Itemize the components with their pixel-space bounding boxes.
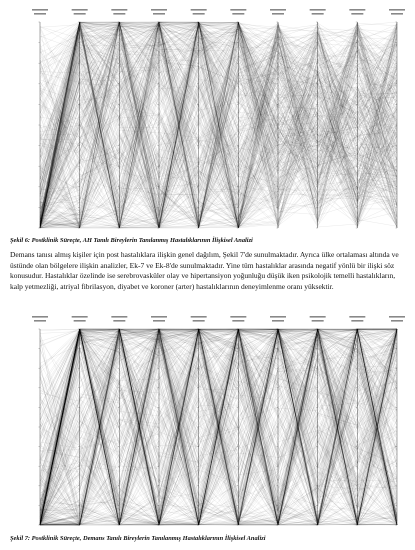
axis-header-mark xyxy=(310,316,326,318)
axis-header-mark xyxy=(191,9,207,11)
axis-header-mark xyxy=(270,9,286,11)
axis-header-mark xyxy=(230,9,246,11)
axis-header-mark xyxy=(349,316,365,318)
axis-header-mark xyxy=(312,320,324,322)
axis-header-mark xyxy=(111,9,127,11)
axis-header-mark xyxy=(270,316,286,318)
axis-header-mark xyxy=(151,316,167,318)
figure-7-plot xyxy=(10,313,405,531)
axis-header-mark xyxy=(351,13,363,15)
figure-6-parallel-coordinates xyxy=(10,6,405,234)
axis-header-mark xyxy=(391,13,403,15)
axis-header-mark xyxy=(111,316,127,318)
polyline-bundle xyxy=(40,329,397,525)
axis-header-mark xyxy=(113,13,125,15)
axis-header-mark xyxy=(153,320,165,322)
axis-header-mark xyxy=(391,320,403,322)
axis-header-mark xyxy=(349,9,365,11)
axis-header-mark xyxy=(34,320,46,322)
axis-header-mark xyxy=(230,316,246,318)
axis-header-mark xyxy=(191,316,207,318)
axis-header-mark xyxy=(113,320,125,322)
axis-header-mark xyxy=(74,320,86,322)
axis-header-mark xyxy=(74,13,86,15)
figure-6-caption: Şekil 6: Postklinik Süreçte, AH Tanılı Bireylerin Tanılanmış Hastalıklarının İlişkisel Analizi xyxy=(10,237,253,244)
axis-header-mark xyxy=(34,13,46,15)
axis-header-mark xyxy=(32,316,48,318)
body-paragraph: Demans tanısı almış kişiler için post hastalıklara ilişkin genel dağılım, Şekil 7'de sunulmaktadır. Ayrıca ülke ortalaması altında ve üstünde olan bölgelere ilişkin analizler, Ek-7 ve Ek-8'de sunulmaktadır. Yine tüm hastalıklar arasında negatif yönlü bir ilişki söz konusudur. Hastalıklar özelinde ise serebrovasküler olay ve hipertansiyon yoğunluğu düşük iken psikolojik temelli hastalıkların, kalp yetmezliği, atriyal fibrilasyon, diyabet ve koroner (arter) hastalıklarının deneyimlenme oranı yüksektir. xyxy=(10,250,399,291)
axis-header-mark xyxy=(153,13,165,15)
axis-header-mark xyxy=(232,320,244,322)
axis-header-mark xyxy=(312,13,324,15)
axis-header-mark xyxy=(72,9,88,11)
axis-header-mark xyxy=(310,9,326,11)
axis-header-mark xyxy=(193,320,205,322)
figure-7-caption: Şekil 7: Postklinik Süreçte, Demans Tanılı Bireylerin Tanılanmış Hastalıklarının İlişkisel Analizi xyxy=(10,535,266,542)
axis-header-mark xyxy=(232,13,244,15)
axis-header-mark xyxy=(151,9,167,11)
axis-header-mark xyxy=(389,316,405,318)
axis-header-mark xyxy=(272,13,284,15)
axis-header-mark xyxy=(32,9,48,11)
axis-header-mark xyxy=(389,9,405,11)
axis-header-mark xyxy=(272,320,284,322)
axis-header-mark xyxy=(193,13,205,15)
axis-header-mark xyxy=(351,320,363,322)
axis-header-mark xyxy=(72,316,88,318)
polyline-bundle xyxy=(40,22,397,228)
figure-6-plot xyxy=(10,6,405,234)
figure-7-parallel-coordinates xyxy=(10,313,405,531)
